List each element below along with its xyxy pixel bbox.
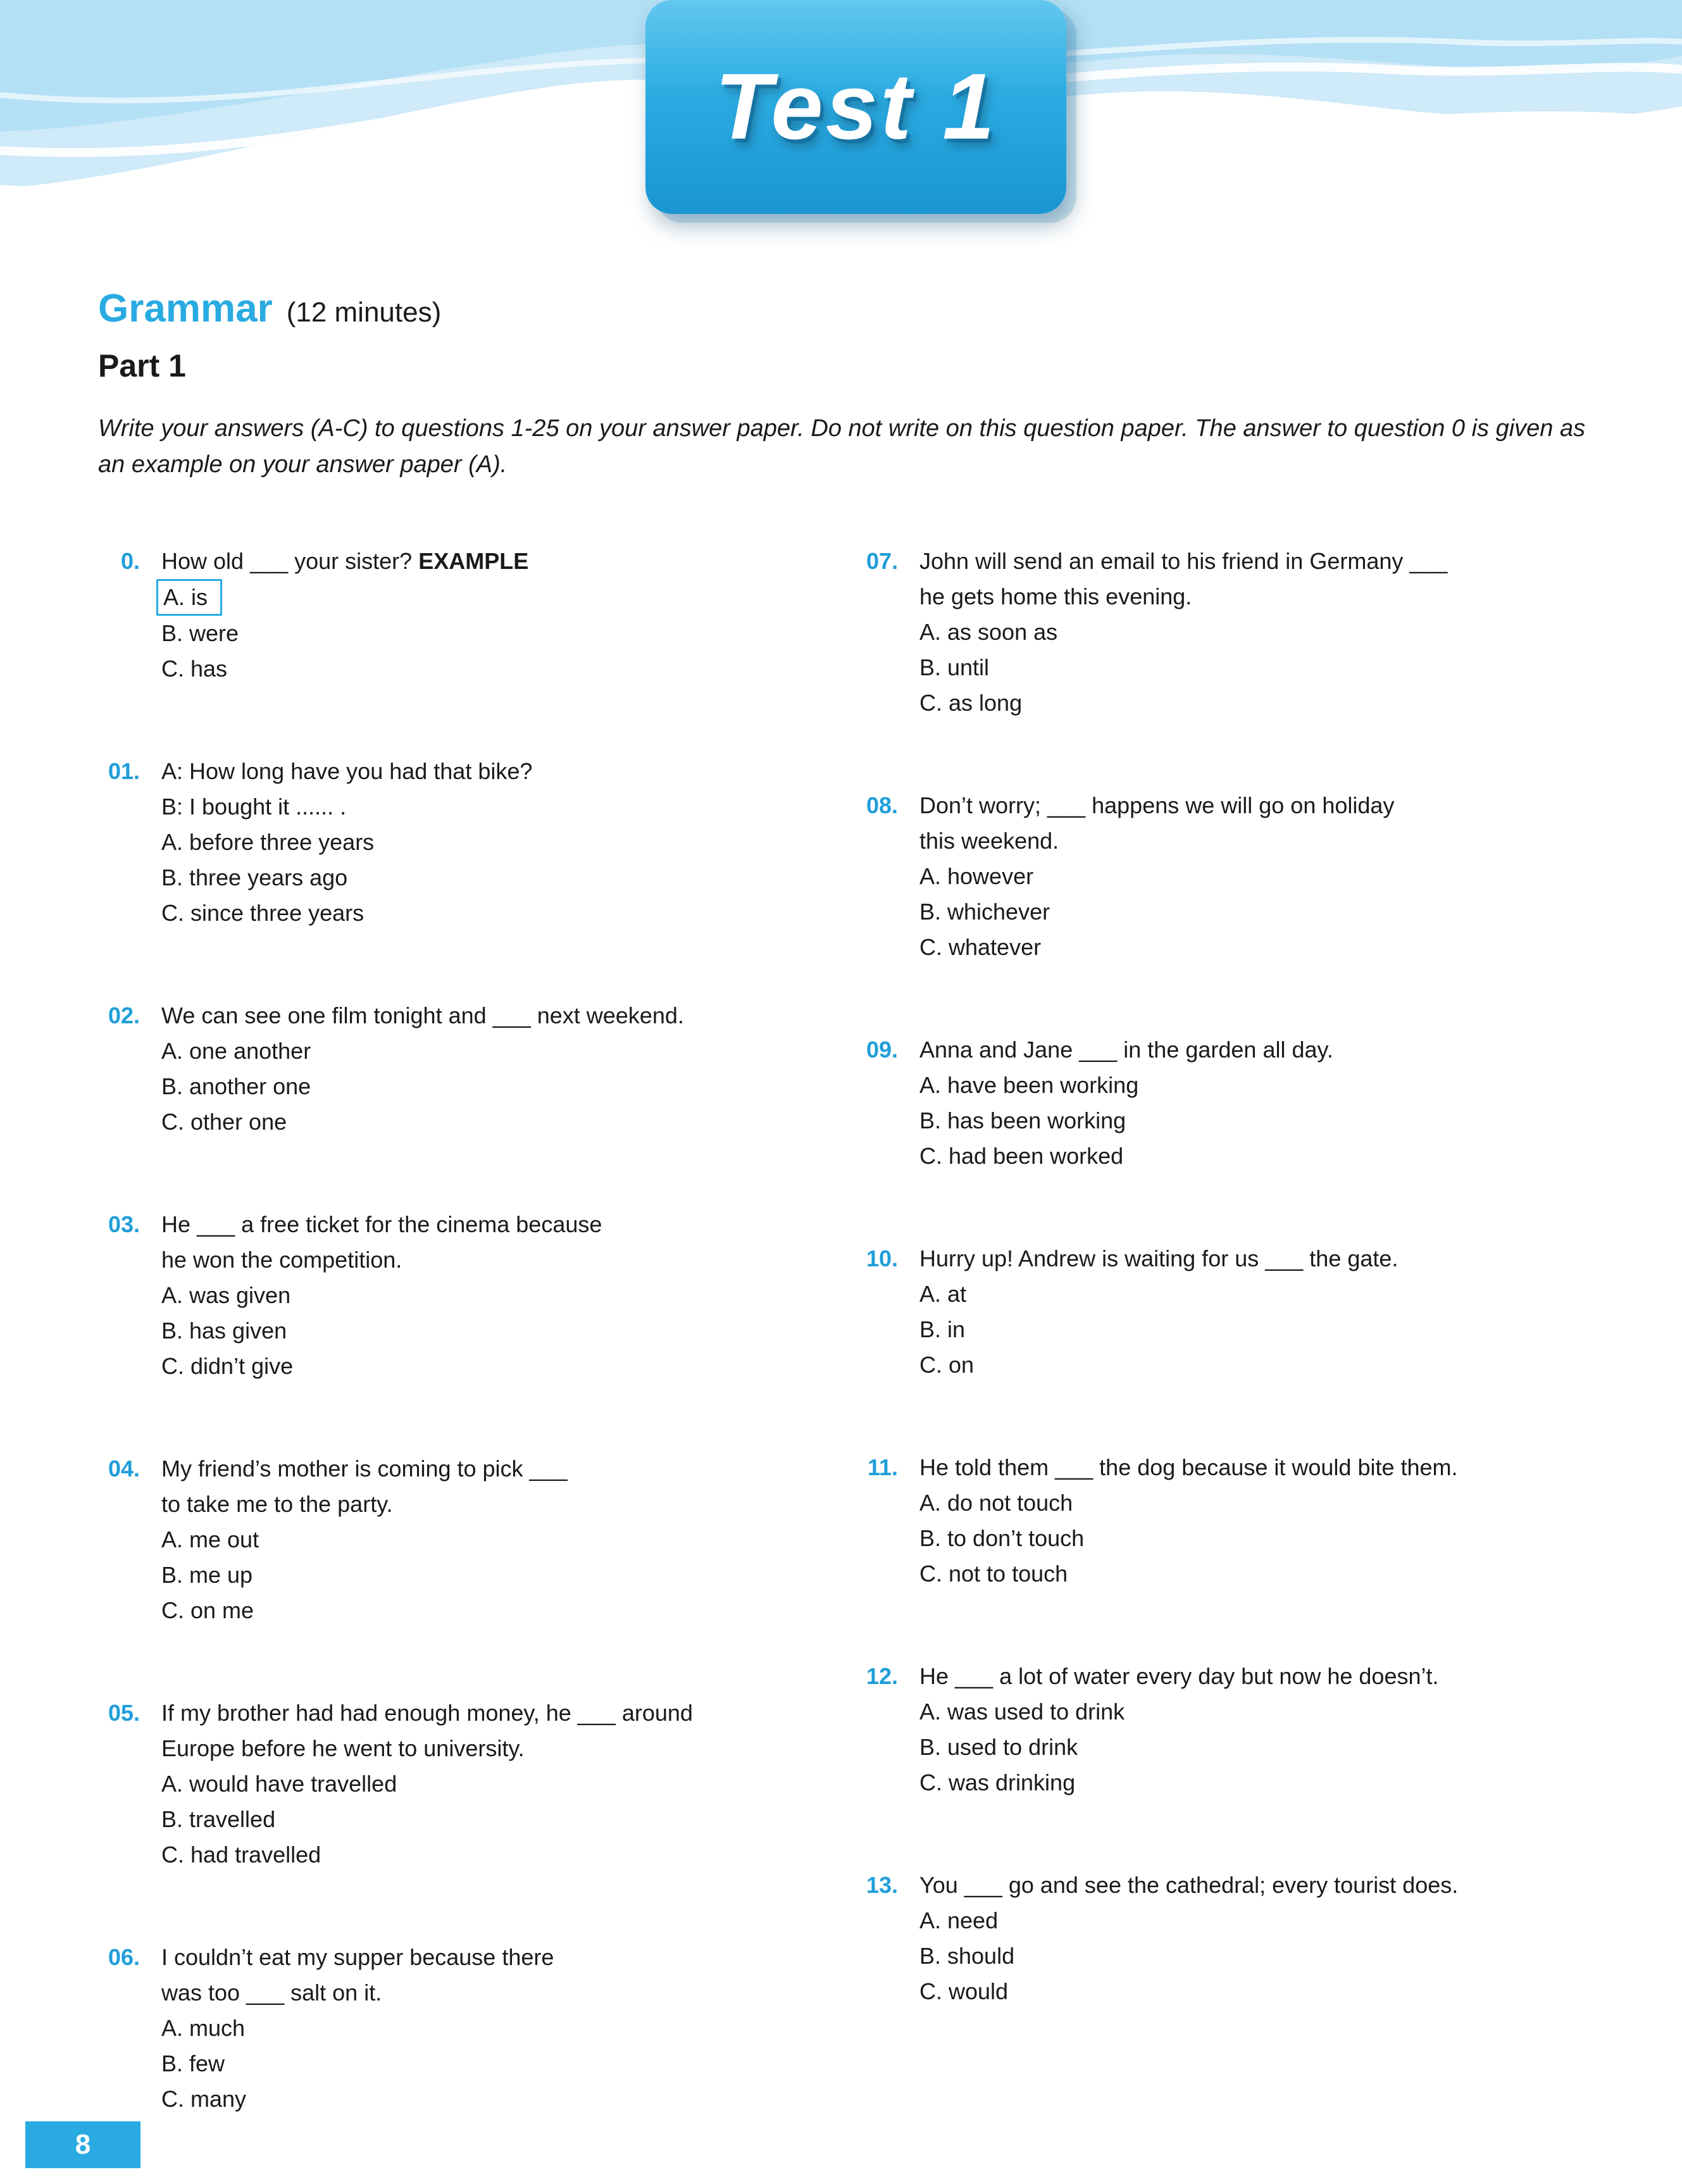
section-title-row bbox=[98, 286, 1593, 331]
answer-option: C. would bbox=[919, 1978, 1009, 2004]
answer-option: B. in bbox=[919, 1316, 966, 1342]
question-prompt-line: Hurry up! Andrew is waiting for us ___ the gate. bbox=[919, 1245, 1399, 1271]
page-number: 8 bbox=[75, 2129, 91, 2160]
question-number: 08. bbox=[866, 792, 898, 818]
answer-option: B. to don’t touch bbox=[919, 1525, 1085, 1551]
question-number: 02. bbox=[108, 1002, 140, 1028]
question-number: 12. bbox=[866, 1663, 898, 1689]
question-block bbox=[98, 754, 838, 931]
header-banner bbox=[0, 0, 1682, 253]
question-prompt-line: to take me to the party. bbox=[161, 1491, 393, 1517]
answer-option: C. had travelled bbox=[161, 1842, 321, 1868]
question-body bbox=[919, 1659, 1439, 1800]
question-block bbox=[98, 1207, 838, 1384]
part-title: Part 1 bbox=[98, 348, 186, 384]
question-block bbox=[856, 1032, 1597, 1174]
question-number: 05. bbox=[108, 1700, 140, 1726]
answer-option: B. whichever bbox=[919, 899, 1050, 925]
question-number: 04. bbox=[108, 1456, 140, 1482]
answer-option: C. on bbox=[919, 1352, 975, 1378]
question-block bbox=[856, 1868, 1597, 2009]
answer-option: B. has been working bbox=[919, 1108, 1126, 1133]
question-block bbox=[98, 1695, 838, 1873]
question-number: 11. bbox=[867, 1454, 898, 1480]
questions-left-column bbox=[98, 544, 838, 2184]
questions-area bbox=[98, 544, 1593, 2184]
answer-option: C. many bbox=[161, 2086, 247, 2112]
question-body bbox=[919, 1241, 1398, 1383]
answer-option: B. used to drink bbox=[919, 1734, 1078, 1760]
example-badge: EXAMPLE bbox=[412, 548, 529, 574]
question-prompt-line: he won the competition. bbox=[161, 1247, 402, 1273]
answer-option: C. didn’t give bbox=[161, 1353, 294, 1379]
answer-option: A. one another bbox=[161, 1038, 311, 1064]
answer-option: B. should bbox=[919, 1943, 1015, 1969]
question-prompt-line: He ___ a lot of water every day but now he doesn’t. bbox=[919, 1663, 1439, 1689]
question-block bbox=[856, 544, 1597, 721]
question-number: 09. bbox=[866, 1037, 898, 1063]
question-block bbox=[856, 788, 1597, 965]
question-prompt-line: He told them ___ the dog because it would bite them. bbox=[919, 1454, 1458, 1480]
question-prompt-line: You ___ go and see the cathedral; every tourist does. bbox=[919, 1872, 1459, 1898]
question-prompt-line: I couldn’t eat my supper because there bbox=[161, 1944, 554, 1970]
question-prompt-line: this weekend. bbox=[919, 828, 1059, 854]
question-body bbox=[161, 1451, 568, 1628]
question-prompt-line: Europe before he went to university. bbox=[161, 1735, 525, 1761]
answer-option: C. had been worked bbox=[919, 1143, 1124, 1169]
answer-option: B. travelled bbox=[161, 1806, 276, 1832]
question-block bbox=[856, 1659, 1597, 1800]
question-body bbox=[161, 544, 528, 687]
answer-option: C. not to touch bbox=[919, 1561, 1068, 1587]
page-number-badge bbox=[25, 2121, 140, 2168]
answer-option: C. was drinking bbox=[919, 1769, 1076, 1795]
question-body bbox=[919, 1450, 1458, 1592]
answer-option: A. do not touch bbox=[919, 1490, 1073, 1516]
answer-option: A. however bbox=[919, 863, 1034, 889]
answer-option: B. has given bbox=[161, 1318, 287, 1344]
question-prompt-line: He ___ a free ticket for the cinema because bbox=[161, 1211, 602, 1237]
answer-option: B. three years ago bbox=[161, 864, 348, 890]
answer-option: A. as soon as bbox=[919, 619, 1058, 645]
test-title-label: Test 1 bbox=[714, 54, 997, 159]
question-prompt-line: My friend’s mother is coming to pick ___ bbox=[161, 1456, 568, 1482]
question-block bbox=[98, 998, 838, 1140]
question-body bbox=[161, 1695, 693, 1873]
question-number: 01. bbox=[108, 758, 140, 784]
question-number: 06. bbox=[108, 1944, 140, 1970]
answer-option: B. were bbox=[161, 620, 239, 646]
question-number: 10. bbox=[866, 1245, 898, 1271]
question-body bbox=[919, 544, 1447, 721]
question-body bbox=[161, 1207, 602, 1384]
question-body bbox=[919, 1868, 1458, 2009]
correct-answer-box: A. is bbox=[156, 579, 222, 616]
question-prompt-line: If my brother had had enough money, he ___ around bbox=[161, 1700, 693, 1726]
question-number: 07. bbox=[866, 548, 898, 574]
answer-option: C. on me bbox=[161, 1597, 254, 1623]
question-block bbox=[98, 1451, 838, 1628]
question-body bbox=[161, 998, 684, 1140]
section-duration: (12 minutes) bbox=[286, 297, 442, 328]
question-block bbox=[98, 544, 838, 687]
answer-option: C. as long bbox=[919, 690, 1023, 716]
question-prompt-line: he gets home this evening. bbox=[919, 583, 1192, 609]
question-prompt-line: Don’t worry; ___ happens we will go on holiday bbox=[919, 792, 1395, 818]
question-prompt-line: We can see one film tonight and ___ next weekend. bbox=[161, 1002, 684, 1028]
question-number: 0. bbox=[120, 548, 140, 574]
answer-option: A. at bbox=[919, 1281, 967, 1307]
answer-option: A. much bbox=[161, 2015, 246, 2041]
questions-right-column bbox=[856, 544, 1597, 2184]
test-title-tab bbox=[645, 0, 1066, 214]
answer-option bbox=[161, 579, 528, 616]
page-content bbox=[0, 286, 1682, 2184]
question-prompt-line: A: How long have you had that bike? bbox=[161, 758, 533, 784]
answer-option: A. me out bbox=[161, 1526, 259, 1552]
answer-option: C. has bbox=[161, 656, 228, 682]
question-prompt-line: was too ___ salt on it. bbox=[161, 1980, 382, 2006]
answer-option: B. me up bbox=[161, 1562, 253, 1588]
question-prompt-line: John will send an email to his friend in Germany ___ bbox=[919, 548, 1448, 574]
question-prompt-line: How old ___ your sister? EXAMPLE bbox=[161, 548, 529, 574]
question-body bbox=[161, 1940, 554, 2117]
answer-option: B. few bbox=[161, 2050, 225, 2076]
answer-option: C. other one bbox=[161, 1109, 287, 1135]
question-number: 13. bbox=[866, 1872, 898, 1898]
answer-option: A. was used to drink bbox=[919, 1699, 1125, 1725]
answer-option: A. have been working bbox=[919, 1072, 1139, 1098]
question-body bbox=[919, 788, 1394, 965]
answer-option: C. whatever bbox=[919, 934, 1042, 960]
question-body bbox=[161, 754, 532, 931]
answer-option: A. would have travelled bbox=[161, 1771, 397, 1797]
answer-option: B. until bbox=[919, 654, 990, 680]
answer-option: A. before three years bbox=[161, 829, 375, 855]
question-block bbox=[856, 1450, 1597, 1592]
answer-option: A. need bbox=[919, 1907, 999, 1933]
question-block bbox=[98, 1940, 838, 2117]
question-prompt-line: B: I bought it ...... . bbox=[161, 794, 347, 820]
question-prompt-line: Anna and Jane ___ in the garden all day. bbox=[919, 1037, 1333, 1063]
answer-option: B. another one bbox=[161, 1073, 311, 1099]
instructions-text: Write your answers (A-C) to questions 1-25 on your answer paper. Do not write on this question paper. The answer to question 0 is given as an example on your answer paper (A). bbox=[98, 415, 1586, 478]
answer-option: C. since three years bbox=[161, 900, 364, 926]
section-title: Grammar bbox=[98, 287, 273, 330]
question-number: 03. bbox=[108, 1211, 140, 1237]
question-block bbox=[856, 1241, 1597, 1383]
question-body bbox=[919, 1032, 1333, 1174]
answer-option: A. was given bbox=[161, 1282, 291, 1308]
